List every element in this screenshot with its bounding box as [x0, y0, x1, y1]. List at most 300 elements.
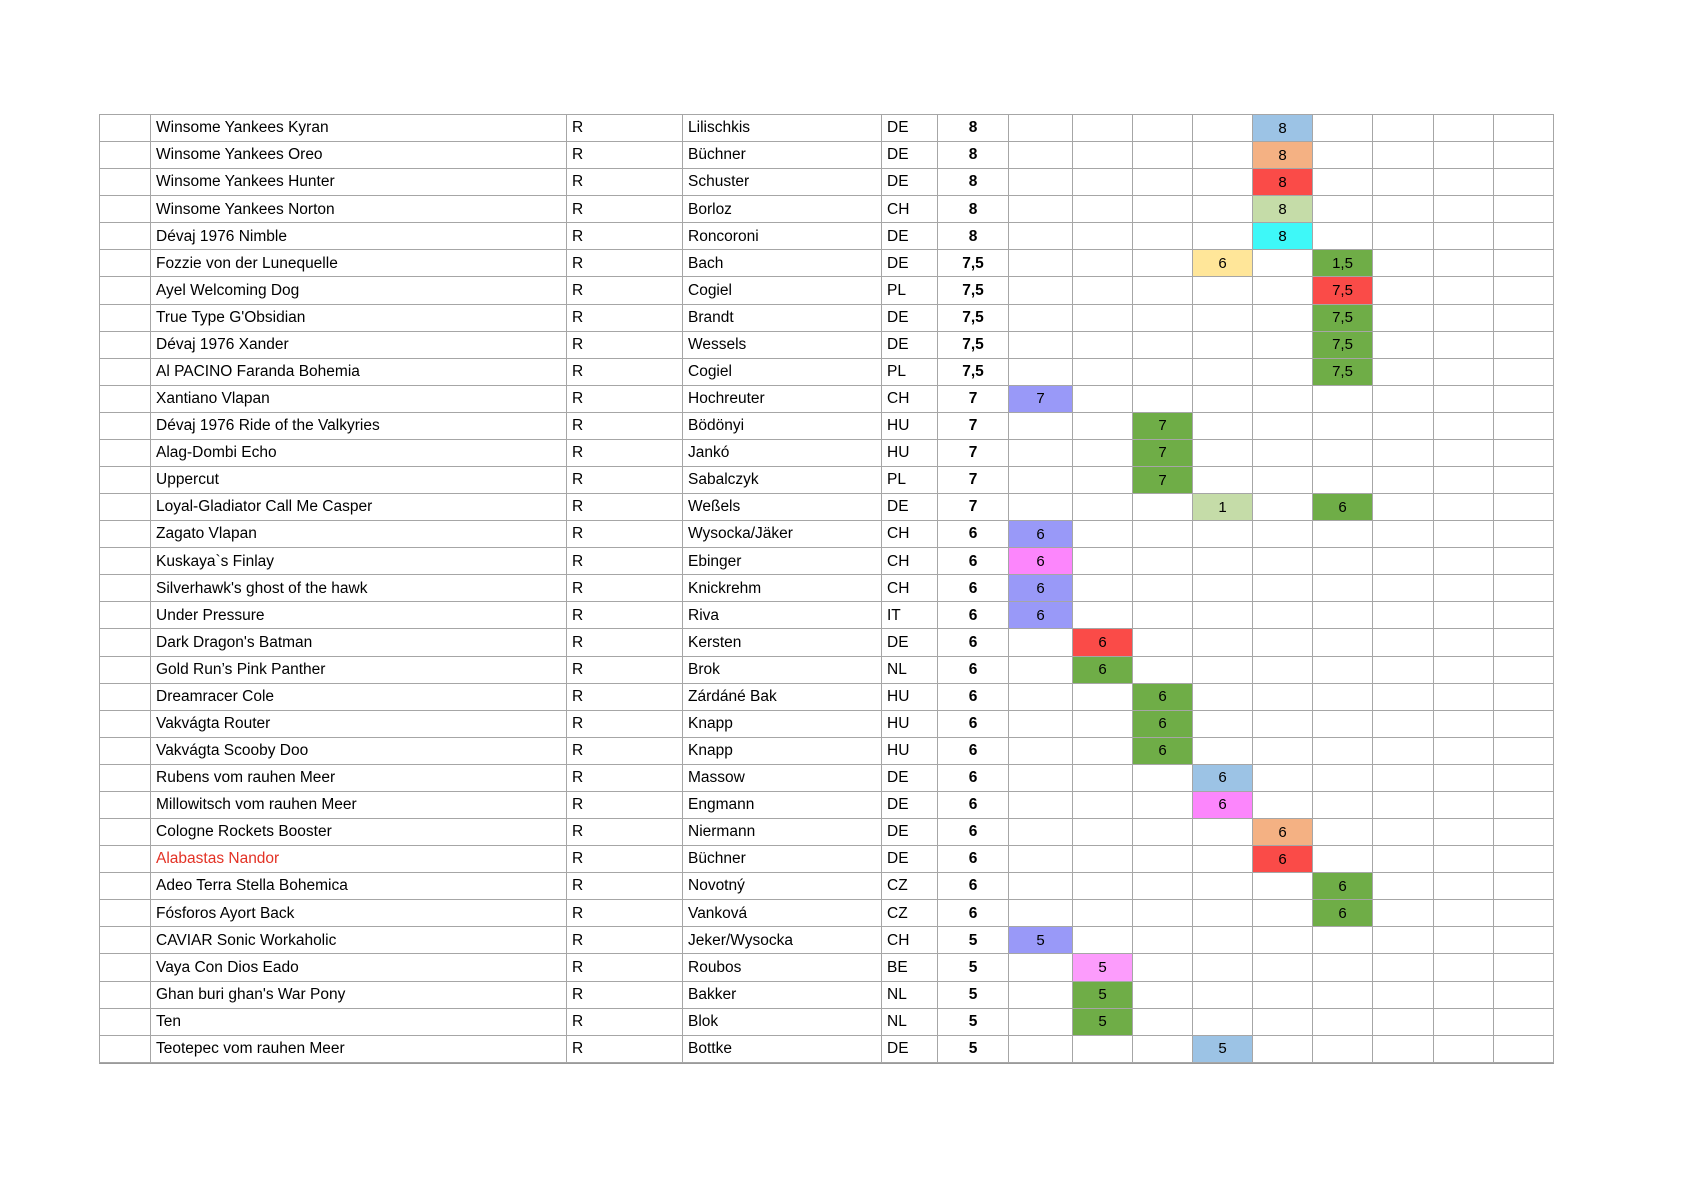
- r-flag-cell: R: [567, 250, 683, 277]
- mark-cell: [1313, 548, 1373, 575]
- country-cell: DE: [882, 223, 938, 250]
- r-flag-cell: R: [567, 657, 683, 684]
- mark-cell: [1193, 413, 1253, 440]
- r-flag-cell: R: [567, 277, 683, 304]
- mark-cell: [1133, 575, 1193, 602]
- mark-cell: [1434, 142, 1494, 169]
- mark-cell: [1434, 873, 1494, 900]
- row-leading-cell: [100, 765, 151, 792]
- highlighted-mark-cell: 6: [1073, 629, 1133, 656]
- mark-cell: [1073, 846, 1133, 873]
- table-row: [100, 711, 1554, 738]
- mark-cell: [1133, 629, 1193, 656]
- row-leading-cell: [100, 494, 151, 521]
- country-cell: DE: [882, 1036, 938, 1063]
- mark-cell: [1373, 494, 1434, 521]
- row-leading-cell: [100, 982, 151, 1009]
- entry-name-cell: Kuskaya`s Finlay: [151, 548, 567, 575]
- mark-cell: [1133, 196, 1193, 223]
- table-row: [100, 846, 1554, 873]
- handler-cell: Wysocka/Jäker: [683, 521, 882, 548]
- handler-cell: Ebinger: [683, 548, 882, 575]
- handler-cell: Engmann: [683, 792, 882, 819]
- mark-cell: [1073, 142, 1133, 169]
- mark-cell: [1009, 494, 1073, 521]
- row-leading-cell: [100, 819, 151, 846]
- mark-cell: [1313, 386, 1373, 413]
- highlighted-mark-cell: 5: [1009, 927, 1073, 954]
- r-flag-cell: R: [567, 413, 683, 440]
- entry-name-cell: Millowitsch vom rauhen Meer: [151, 792, 567, 819]
- mark-cell: [1373, 819, 1434, 846]
- mark-cell: [1133, 223, 1193, 250]
- handler-cell: Schuster: [683, 169, 882, 196]
- country-cell: HU: [882, 711, 938, 738]
- mark-cell: [1193, 521, 1253, 548]
- mark-cell: [1313, 521, 1373, 548]
- handler-cell: Wessels: [683, 332, 882, 359]
- mark-cell: [1494, 846, 1554, 873]
- mark-cell: [1373, 1036, 1434, 1063]
- mark-cell: [1073, 900, 1133, 927]
- score-cell: 5: [938, 954, 1009, 981]
- mark-cell: [1373, 115, 1434, 142]
- mark-cell: [1073, 169, 1133, 196]
- mark-cell: [1253, 629, 1313, 656]
- score-cell: 6: [938, 657, 1009, 684]
- table-row: [100, 629, 1554, 656]
- highlighted-mark-cell: 6: [1193, 765, 1253, 792]
- mark-cell: [1193, 305, 1253, 332]
- mark-cell: [1313, 819, 1373, 846]
- mark-cell: [1434, 900, 1494, 927]
- mark-cell: [1253, 873, 1313, 900]
- table-row: [100, 575, 1554, 602]
- country-cell: CH: [882, 575, 938, 602]
- r-flag-cell: R: [567, 521, 683, 548]
- row-leading-cell: [100, 359, 151, 386]
- mark-cell: [1434, 332, 1494, 359]
- mark-cell: [1193, 684, 1253, 711]
- mark-cell: [1253, 738, 1313, 765]
- mark-cell: [1494, 738, 1554, 765]
- entry-name-cell: Rubens vom rauhen Meer: [151, 765, 567, 792]
- mark-cell: [1434, 684, 1494, 711]
- mark-cell: [1009, 819, 1073, 846]
- handler-cell: Roubos: [683, 954, 882, 981]
- mark-cell: [1193, 846, 1253, 873]
- mark-cell: [1133, 765, 1193, 792]
- entry-name-cell: Silverhawk's ghost of the hawk: [151, 575, 567, 602]
- mark-cell: [1434, 223, 1494, 250]
- table-row: [100, 657, 1554, 684]
- mark-cell: [1133, 792, 1193, 819]
- mark-cell: [1313, 711, 1373, 738]
- mark-cell: [1009, 359, 1073, 386]
- mark-cell: [1494, 602, 1554, 629]
- mark-cell: [1494, 1009, 1554, 1036]
- score-cell: 6: [938, 548, 1009, 575]
- entry-name-cell: Ten: [151, 1009, 567, 1036]
- handler-cell: Jankó: [683, 440, 882, 467]
- handler-cell: Hochreuter: [683, 386, 882, 413]
- entry-name-cell: Alag-Dombi Echo: [151, 440, 567, 467]
- row-leading-cell: [100, 657, 151, 684]
- handler-cell: Knapp: [683, 711, 882, 738]
- row-leading-cell: [100, 196, 151, 223]
- mark-cell: [1253, 250, 1313, 277]
- highlighted-mark-cell: 1,5: [1313, 250, 1373, 277]
- mark-cell: [1313, 1036, 1373, 1063]
- mark-cell: [1494, 982, 1554, 1009]
- mark-cell: [1373, 954, 1434, 981]
- mark-cell: [1009, 440, 1073, 467]
- mark-cell: [1009, 223, 1073, 250]
- mark-cell: [1253, 413, 1313, 440]
- mark-cell: [1253, 602, 1313, 629]
- table-row: [100, 1009, 1554, 1036]
- score-cell: 6: [938, 629, 1009, 656]
- mark-cell: [1494, 819, 1554, 846]
- mark-cell: [1494, 927, 1554, 954]
- mark-cell: [1373, 277, 1434, 304]
- mark-cell: [1009, 142, 1073, 169]
- mark-cell: [1373, 873, 1434, 900]
- mark-cell: [1253, 277, 1313, 304]
- table-row: [100, 900, 1554, 927]
- mark-cell: [1073, 467, 1133, 494]
- country-cell: DE: [882, 819, 938, 846]
- row-leading-cell: [100, 115, 151, 142]
- row-leading-cell: [100, 602, 151, 629]
- r-flag-cell: R: [567, 954, 683, 981]
- row-leading-cell: [100, 332, 151, 359]
- country-cell: CH: [882, 927, 938, 954]
- mark-cell: [1133, 982, 1193, 1009]
- mark-cell: [1434, 386, 1494, 413]
- score-cell: 7,5: [938, 250, 1009, 277]
- mark-cell: [1313, 792, 1373, 819]
- country-cell: HU: [882, 440, 938, 467]
- r-flag-cell: R: [567, 1036, 683, 1063]
- mark-cell: [1133, 169, 1193, 196]
- entry-name-cell: CAVIAR Sonic Workaholic: [151, 927, 567, 954]
- mark-cell: [1133, 1009, 1193, 1036]
- mark-cell: [1313, 738, 1373, 765]
- table-row: [100, 819, 1554, 846]
- mark-cell: [1253, 1036, 1313, 1063]
- country-cell: NL: [882, 657, 938, 684]
- highlighted-mark-cell: 6: [1253, 846, 1313, 873]
- highlighted-mark-cell: 5: [1073, 954, 1133, 981]
- table-row: [100, 250, 1554, 277]
- country-cell: HU: [882, 413, 938, 440]
- highlighted-mark-cell: 1: [1193, 494, 1253, 521]
- row-leading-cell: [100, 684, 151, 711]
- mark-cell: [1009, 413, 1073, 440]
- r-flag-cell: R: [567, 196, 683, 223]
- mark-cell: [1193, 142, 1253, 169]
- mark-cell: [1494, 467, 1554, 494]
- mark-cell: [1073, 386, 1133, 413]
- mark-cell: [1009, 115, 1073, 142]
- mark-cell: [1494, 900, 1554, 927]
- table-row: [100, 927, 1554, 954]
- mark-cell: [1253, 386, 1313, 413]
- mark-cell: [1193, 982, 1253, 1009]
- score-cell: 7: [938, 467, 1009, 494]
- r-flag-cell: R: [567, 440, 683, 467]
- mark-cell: [1434, 359, 1494, 386]
- table-row: [100, 1036, 1554, 1063]
- mark-cell: [1073, 548, 1133, 575]
- mark-cell: [1373, 602, 1434, 629]
- row-leading-cell: [100, 629, 151, 656]
- mark-cell: [1073, 413, 1133, 440]
- mark-cell: [1253, 711, 1313, 738]
- country-cell: DE: [882, 305, 938, 332]
- highlighted-mark-cell: 6: [1009, 548, 1073, 575]
- mark-cell: [1373, 142, 1434, 169]
- r-flag-cell: R: [567, 467, 683, 494]
- r-flag-cell: R: [567, 684, 683, 711]
- entry-name-cell: Under Pressure: [151, 602, 567, 629]
- handler-cell: Novotný: [683, 873, 882, 900]
- mark-cell: [1373, 684, 1434, 711]
- table-row: [100, 115, 1554, 142]
- entry-name-cell: Ayel Welcoming Dog: [151, 277, 567, 304]
- row-leading-cell: [100, 900, 151, 927]
- table-row: [100, 602, 1554, 629]
- mark-cell: [1193, 277, 1253, 304]
- mark-cell: [1313, 467, 1373, 494]
- mark-cell: [1133, 277, 1193, 304]
- row-leading-cell: [100, 1009, 151, 1036]
- table-row: [100, 521, 1554, 548]
- highlighted-mark-cell: 5: [1073, 1009, 1133, 1036]
- mark-cell: [1253, 927, 1313, 954]
- mark-cell: [1009, 711, 1073, 738]
- table-row: [100, 305, 1554, 332]
- mark-cell: [1073, 575, 1133, 602]
- highlighted-mark-cell: 7: [1133, 413, 1193, 440]
- mark-cell: [1193, 467, 1253, 494]
- table-row: [100, 332, 1554, 359]
- score-cell: 6: [938, 711, 1009, 738]
- mark-cell: [1009, 982, 1073, 1009]
- mark-cell: [1133, 142, 1193, 169]
- mark-cell: [1253, 684, 1313, 711]
- handler-cell: Massow: [683, 765, 882, 792]
- mark-cell: [1313, 575, 1373, 602]
- row-leading-cell: [100, 223, 151, 250]
- table-row: [100, 738, 1554, 765]
- highlighted-mark-cell: 6: [1133, 684, 1193, 711]
- highlighted-mark-cell: 5: [1193, 1036, 1253, 1063]
- mark-cell: [1009, 765, 1073, 792]
- mark-cell: [1373, 440, 1434, 467]
- score-cell: 8: [938, 196, 1009, 223]
- mark-cell: [1073, 602, 1133, 629]
- handler-cell: Kersten: [683, 629, 882, 656]
- mark-cell: [1193, 575, 1253, 602]
- mark-cell: [1009, 1036, 1073, 1063]
- mark-cell: [1073, 819, 1133, 846]
- highlighted-mark-cell: 7: [1009, 386, 1073, 413]
- mark-cell: [1073, 711, 1133, 738]
- entry-name-cell: Fozzie von der Lunequelle: [151, 250, 567, 277]
- highlighted-mark-cell: 8: [1253, 196, 1313, 223]
- entry-name-cell: Vakvágta Scooby Doo: [151, 738, 567, 765]
- highlighted-mark-cell: 8: [1253, 115, 1313, 142]
- highlighted-mark-cell: 6: [1193, 250, 1253, 277]
- mark-cell: [1193, 440, 1253, 467]
- entry-name-cell: Cologne Rockets Booster: [151, 819, 567, 846]
- handler-cell: Bakker: [683, 982, 882, 1009]
- mark-cell: [1133, 1036, 1193, 1063]
- row-leading-cell: [100, 250, 151, 277]
- mark-cell: [1133, 900, 1193, 927]
- mark-cell: [1009, 277, 1073, 304]
- highlighted-mark-cell: 8: [1253, 223, 1313, 250]
- mark-cell: [1313, 765, 1373, 792]
- country-cell: PL: [882, 467, 938, 494]
- r-flag-cell: R: [567, 359, 683, 386]
- highlighted-mark-cell: 7: [1133, 440, 1193, 467]
- mark-cell: [1193, 954, 1253, 981]
- table-row: [100, 792, 1554, 819]
- mark-cell: [1193, 738, 1253, 765]
- mark-cell: [1434, 657, 1494, 684]
- mark-cell: [1494, 1036, 1554, 1063]
- highlighted-mark-cell: 6: [1193, 792, 1253, 819]
- mark-cell: [1133, 954, 1193, 981]
- mark-cell: [1253, 548, 1313, 575]
- mark-cell: [1133, 359, 1193, 386]
- mark-cell: [1313, 1009, 1373, 1036]
- score-cell: 6: [938, 575, 1009, 602]
- country-cell: PL: [882, 359, 938, 386]
- highlighted-mark-cell: 6: [1009, 602, 1073, 629]
- score-cell: 6: [938, 684, 1009, 711]
- table-row: [100, 359, 1554, 386]
- mark-cell: [1434, 115, 1494, 142]
- country-cell: DE: [882, 332, 938, 359]
- entry-name-cell: Winsome Yankees Norton: [151, 196, 567, 223]
- mark-cell: [1373, 196, 1434, 223]
- score-cell: 7,5: [938, 277, 1009, 304]
- mark-cell: [1434, 629, 1494, 656]
- mark-cell: [1373, 657, 1434, 684]
- mark-cell: [1434, 927, 1494, 954]
- score-cell: 6: [938, 792, 1009, 819]
- mark-cell: [1253, 440, 1313, 467]
- mark-cell: [1193, 927, 1253, 954]
- handler-cell: Zárdáné Bak: [683, 684, 882, 711]
- mark-cell: [1009, 792, 1073, 819]
- handler-cell: Cogiel: [683, 359, 882, 386]
- mark-cell: [1073, 305, 1133, 332]
- mark-cell: [1193, 900, 1253, 927]
- mark-cell: [1494, 142, 1554, 169]
- mark-cell: [1434, 169, 1494, 196]
- mark-cell: [1133, 846, 1193, 873]
- mark-cell: [1253, 657, 1313, 684]
- mark-cell: [1494, 413, 1554, 440]
- row-leading-cell: [100, 277, 151, 304]
- mark-cell: [1434, 440, 1494, 467]
- handler-cell: Brok: [683, 657, 882, 684]
- highlighted-mark-cell: 6: [1009, 575, 1073, 602]
- mark-cell: [1073, 332, 1133, 359]
- highlighted-mark-cell: 6: [1253, 819, 1313, 846]
- r-flag-cell: R: [567, 115, 683, 142]
- row-leading-cell: [100, 413, 151, 440]
- mark-cell: [1313, 196, 1373, 223]
- row-leading-cell: [100, 711, 151, 738]
- country-cell: CH: [882, 196, 938, 223]
- r-flag-cell: R: [567, 873, 683, 900]
- mark-cell: [1494, 792, 1554, 819]
- table-row: [100, 142, 1554, 169]
- mark-cell: [1494, 115, 1554, 142]
- country-cell: DE: [882, 765, 938, 792]
- r-flag-cell: R: [567, 142, 683, 169]
- mark-cell: [1009, 629, 1073, 656]
- mark-cell: [1434, 548, 1494, 575]
- mark-cell: [1434, 1009, 1494, 1036]
- handler-cell: Brandt: [683, 305, 882, 332]
- mark-cell: [1253, 467, 1313, 494]
- mark-cell: [1073, 792, 1133, 819]
- score-cell: 8: [938, 142, 1009, 169]
- mark-cell: [1073, 684, 1133, 711]
- mark-cell: [1193, 629, 1253, 656]
- mark-cell: [1373, 548, 1434, 575]
- mark-cell: [1133, 602, 1193, 629]
- mark-cell: [1253, 900, 1313, 927]
- mark-cell: [1313, 982, 1373, 1009]
- highlighted-mark-cell: 7,5: [1313, 277, 1373, 304]
- handler-cell: Borloz: [683, 196, 882, 223]
- entry-name-cell: Al PACINO Faranda Bohemia: [151, 359, 567, 386]
- mark-cell: [1193, 711, 1253, 738]
- mark-cell: [1193, 1009, 1253, 1036]
- mark-cell: [1133, 332, 1193, 359]
- mark-cell: [1313, 413, 1373, 440]
- mark-cell: [1373, 846, 1434, 873]
- mark-cell: [1434, 819, 1494, 846]
- country-cell: DE: [882, 792, 938, 819]
- mark-cell: [1009, 1009, 1073, 1036]
- country-cell: DE: [882, 250, 938, 277]
- country-cell: DE: [882, 169, 938, 196]
- mark-cell: [1494, 386, 1554, 413]
- mark-cell: [1494, 440, 1554, 467]
- mark-cell: [1133, 927, 1193, 954]
- country-cell: BE: [882, 954, 938, 981]
- score-cell: 7,5: [938, 305, 1009, 332]
- entry-name-cell: Dévaj 1976 Xander: [151, 332, 567, 359]
- mark-cell: [1313, 115, 1373, 142]
- row-leading-cell: [100, 142, 151, 169]
- r-flag-cell: R: [567, 738, 683, 765]
- mark-cell: [1434, 711, 1494, 738]
- mark-cell: [1313, 846, 1373, 873]
- country-cell: CH: [882, 548, 938, 575]
- r-flag-cell: R: [567, 792, 683, 819]
- highlighted-mark-cell: 6: [1133, 711, 1193, 738]
